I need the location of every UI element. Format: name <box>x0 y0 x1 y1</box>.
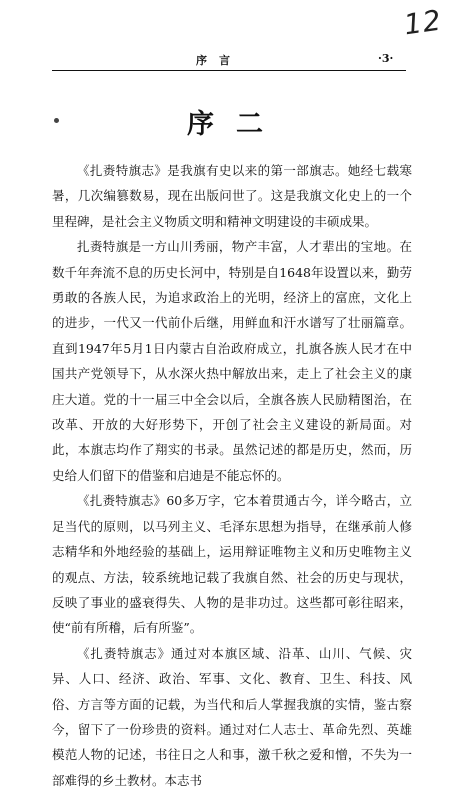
page-header <box>0 48 450 70</box>
header-rule <box>52 70 406 71</box>
section-title: 序二 <box>187 109 285 140</box>
paragraph: 《扎赉特旗志》60多万字，它本着贯通古今，详今略古，立足当代的原则，以马列主义、毛泽东思想为指导，在继承前人修志精华和外地经验的基础上，运用辩证唯物主义和历史唯物主义的观点、方法，较系统地记载了我旗自然、社会的历史与现状，反映了事业的盛衰得失、人物的是非功过。这些都可彰往昭来，使“前有所稽，后有所鉴”。 <box>52 493 412 636</box>
paragraph: 扎赉特旗是一方山川秀丽，物产丰富，人才辈出的宝地。在数千年奔流不息的历史长河中，特别是自1648年设置以来，勤劳勇敢的各族人民，为追求政治上的光明，经济上的富庶，文化上的进步，一代又一代前仆后继，用鲜血和汗水谱写了壮丽篇章。直到1947年5月1日内蒙古自治政府成立，扎旗各族人民才在中国共产党领导下，从水深火热中解放出来，走上了社会主义的康庄大道。党的十一届三中全会以后，全旗各族人民励精图治，在改革、开放的大好形势下，开创了社会主义建设的新局面。对此，本旗志均作了翔实的书录。虽然记述的都是历史，然而，历史给人们留下的借鉴和启迪是不能忘怀的。 <box>52 239 412 483</box>
running-title: 序言 <box>196 54 242 67</box>
paragraph: 《扎赉特旗志》通过对本旗区域、沿革、山川、气候、灾异、人口、经济、政治、军事、文化、教育、卫生、科技、风俗、方言等方面的记载，为当代和后人掌握我旗的实情，鉴古察今，留下了一份珍贵的资料。通过对仁人志士、革命先烈、英雄模范人物的记述，书往日之人和事，激千秋之爱和憎，不失为一部难得的乡土教材。本志书 <box>52 645 412 788</box>
page-number: ·3· <box>378 52 394 65</box>
handwritten-page-mark: 12 <box>401 3 444 42</box>
paragraph: 《扎赉特旗志》是我旗有史以来的第一部旗志。她经七载寒暑，几次编篡数易，现在出版问世了。这是我旗文化史上的一个里程碑，是社会主义物质文明和精神文明建设的丰硕成果。 <box>52 163 412 229</box>
body-text <box>52 158 412 793</box>
